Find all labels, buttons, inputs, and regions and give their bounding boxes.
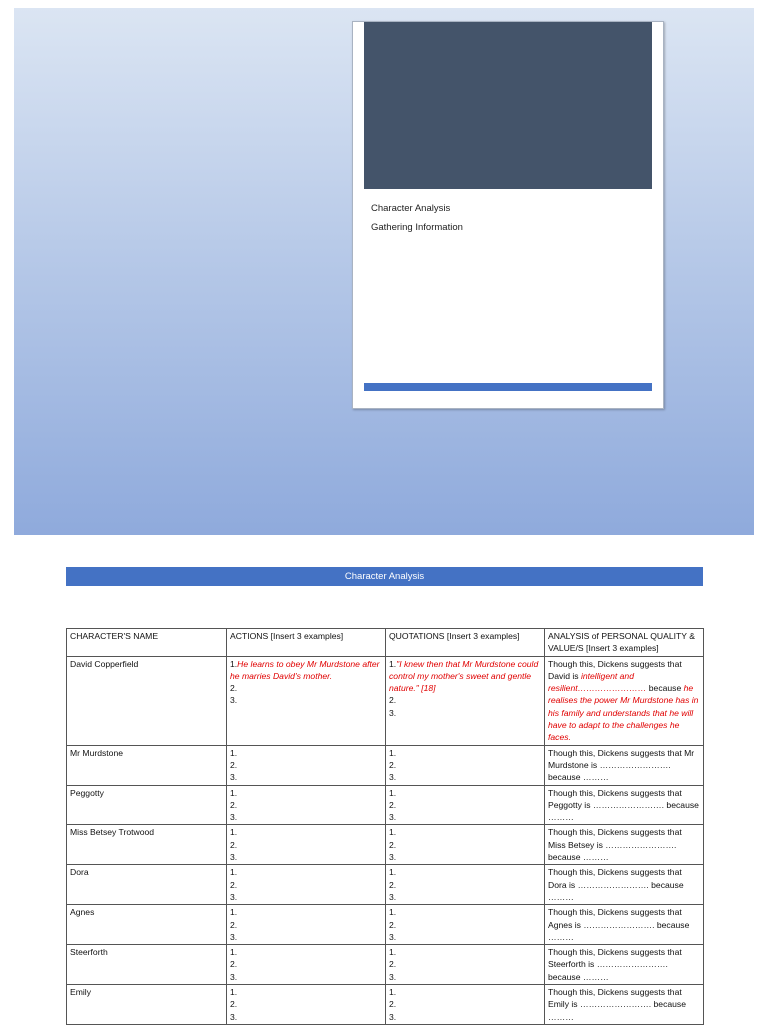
- table-row: [67, 656, 704, 745]
- list-number: 1.: [389, 907, 397, 918]
- header-analysis: ANALYSIS of PERSONAL QUALITY & VALUE/S [Insert 3 examples]: [545, 629, 704, 657]
- header-actions: ACTIONS [Insert 3 examples]: [227, 629, 386, 657]
- cover-subtitle: Gathering Information: [371, 222, 463, 233]
- character-name: Steerforth: [67, 945, 227, 985]
- section-banner: Character Analysis: [66, 567, 703, 586]
- list-number: 1.: [230, 867, 238, 878]
- analysis-cell: Though this, Dickens suggests that Peggotty is ……………………. because ………: [545, 785, 704, 825]
- list-number: 3.: [230, 695, 238, 706]
- quotations-cell: [386, 745, 545, 785]
- cover-header-block: [364, 22, 652, 189]
- actions-cell: [227, 865, 386, 905]
- table-row: [67, 825, 704, 865]
- character-analysis-table: [66, 628, 704, 1025]
- list-number: 2.: [389, 959, 397, 970]
- table-row: [67, 905, 704, 945]
- list-number: 3.: [230, 772, 238, 783]
- actions-cell: [227, 656, 386, 745]
- list-number: 1.: [389, 787, 397, 798]
- list-number: 2.: [230, 839, 238, 850]
- character-name: Emily: [67, 985, 227, 1025]
- list-number: 1.: [389, 987, 397, 998]
- list-number: 1.: [230, 747, 238, 758]
- character-name: Peggotty: [67, 785, 227, 825]
- analysis-cell: [545, 656, 704, 745]
- list-number: 2.: [230, 999, 238, 1010]
- list-number: 2.: [230, 959, 238, 970]
- actions-cell: [227, 785, 386, 825]
- list-number: 1.: [389, 947, 397, 958]
- character-name: Mr Murdstone: [67, 745, 227, 785]
- analysis-text: Though this, Dickens suggests that David is: [548, 658, 682, 681]
- analysis-text: because: [646, 683, 684, 694]
- list-number: 1.: [389, 658, 397, 669]
- character-name: Agnes: [67, 905, 227, 945]
- quotation-example: "I knew then that Mr Murdstone could control my mother's sweet and gentle nature." [18]: [389, 658, 539, 694]
- cover-page-thumbnail: [352, 21, 664, 409]
- list-number: 2.: [389, 839, 397, 850]
- quotations-cell: [386, 785, 545, 825]
- analysis-cell: Though this, Dickens suggests that Emily is ……………………. because ………: [545, 985, 704, 1025]
- list-number: 3.: [389, 971, 397, 982]
- table-row: [67, 945, 704, 985]
- list-number: 1.: [389, 747, 397, 758]
- list-number: 2.: [230, 759, 238, 770]
- actions-cell: [227, 825, 386, 865]
- list-number: 1.: [230, 787, 238, 798]
- quotations-cell: [386, 825, 545, 865]
- actions-cell: [227, 905, 386, 945]
- character-name: Dora: [67, 865, 227, 905]
- list-number: 3.: [230, 971, 238, 982]
- list-number: 3.: [389, 931, 397, 942]
- cover-background: [14, 8, 754, 535]
- list-number: 3.: [389, 707, 397, 718]
- list-number: 1.: [389, 867, 397, 878]
- list-number: 3.: [230, 931, 238, 942]
- list-number: 3.: [230, 891, 238, 902]
- quotations-cell: [386, 905, 545, 945]
- list-number: 2.: [389, 799, 397, 810]
- analysis-cell: Though this, Dickens suggests that Mr Murdstone is ……………………. because ………: [545, 745, 704, 785]
- list-number: 2.: [230, 799, 238, 810]
- quotations-cell: [386, 985, 545, 1025]
- list-number: 3.: [230, 852, 238, 863]
- list-number: 2.: [230, 879, 238, 890]
- list-number: 2.: [230, 919, 238, 930]
- analysis-cell: Though this, Dickens suggests that Dora is ……………………. because ………: [545, 865, 704, 905]
- analysis-reason: he realises the power Mr Murdstone has in his family and understands that he will have to adapt to the challenges he faces.: [548, 683, 699, 743]
- list-number: 2.: [389, 999, 397, 1010]
- list-number: 2.: [389, 919, 397, 930]
- cover-title: Character Analysis: [371, 203, 451, 214]
- list-number: 3.: [389, 1011, 397, 1022]
- quotations-cell: [386, 865, 545, 905]
- list-number: 1.: [389, 827, 397, 838]
- character-name: Miss Betsey Trotwood: [67, 825, 227, 865]
- list-number: 2.: [389, 759, 397, 770]
- analysis-cell: Though this, Dickens suggests that Agnes is ……………………. because ………: [545, 905, 704, 945]
- list-number: 3.: [389, 891, 397, 902]
- list-number: 3.: [230, 812, 238, 823]
- quotations-cell: [386, 656, 545, 745]
- analysis-cell: Though this, Dickens suggests that Miss Betsey is ……………………. because ………: [545, 825, 704, 865]
- actions-cell: [227, 745, 386, 785]
- list-number: 3.: [230, 1011, 238, 1022]
- list-number: 1.: [230, 658, 238, 669]
- list-number: 1.: [230, 907, 238, 918]
- header-name: CHARACTER'S NAME: [67, 629, 227, 657]
- cover-accent-bar: [364, 383, 652, 391]
- actions-cell: [227, 985, 386, 1025]
- character-name: David Copperfield: [67, 656, 227, 745]
- list-number: 2.: [230, 683, 238, 694]
- list-number: 3.: [389, 852, 397, 863]
- table-row: [67, 745, 704, 785]
- list-number: 1.: [230, 947, 238, 958]
- actions-cell: [227, 945, 386, 985]
- action-example: He learns to obey Mr Murdstone after he marries David's mother.: [230, 658, 380, 681]
- table-header-row: [67, 629, 704, 657]
- list-number: 1.: [230, 987, 238, 998]
- list-number: 2.: [389, 879, 397, 890]
- list-number: 3.: [389, 812, 397, 823]
- analysis-quality: intelligent and resilient……………………: [548, 670, 647, 694]
- header-quotations: QUOTATIONS [Insert 3 examples]: [386, 629, 545, 657]
- list-number: 2.: [389, 695, 397, 706]
- analysis-cell: Though this, Dickens suggests that Steerforth is ……………………. because ………: [545, 945, 704, 985]
- table-row: [67, 985, 704, 1025]
- table-row: [67, 865, 704, 905]
- list-number: 3.: [389, 772, 397, 783]
- table-row: [67, 785, 704, 825]
- quotations-cell: [386, 945, 545, 985]
- list-number: 1.: [230, 827, 238, 838]
